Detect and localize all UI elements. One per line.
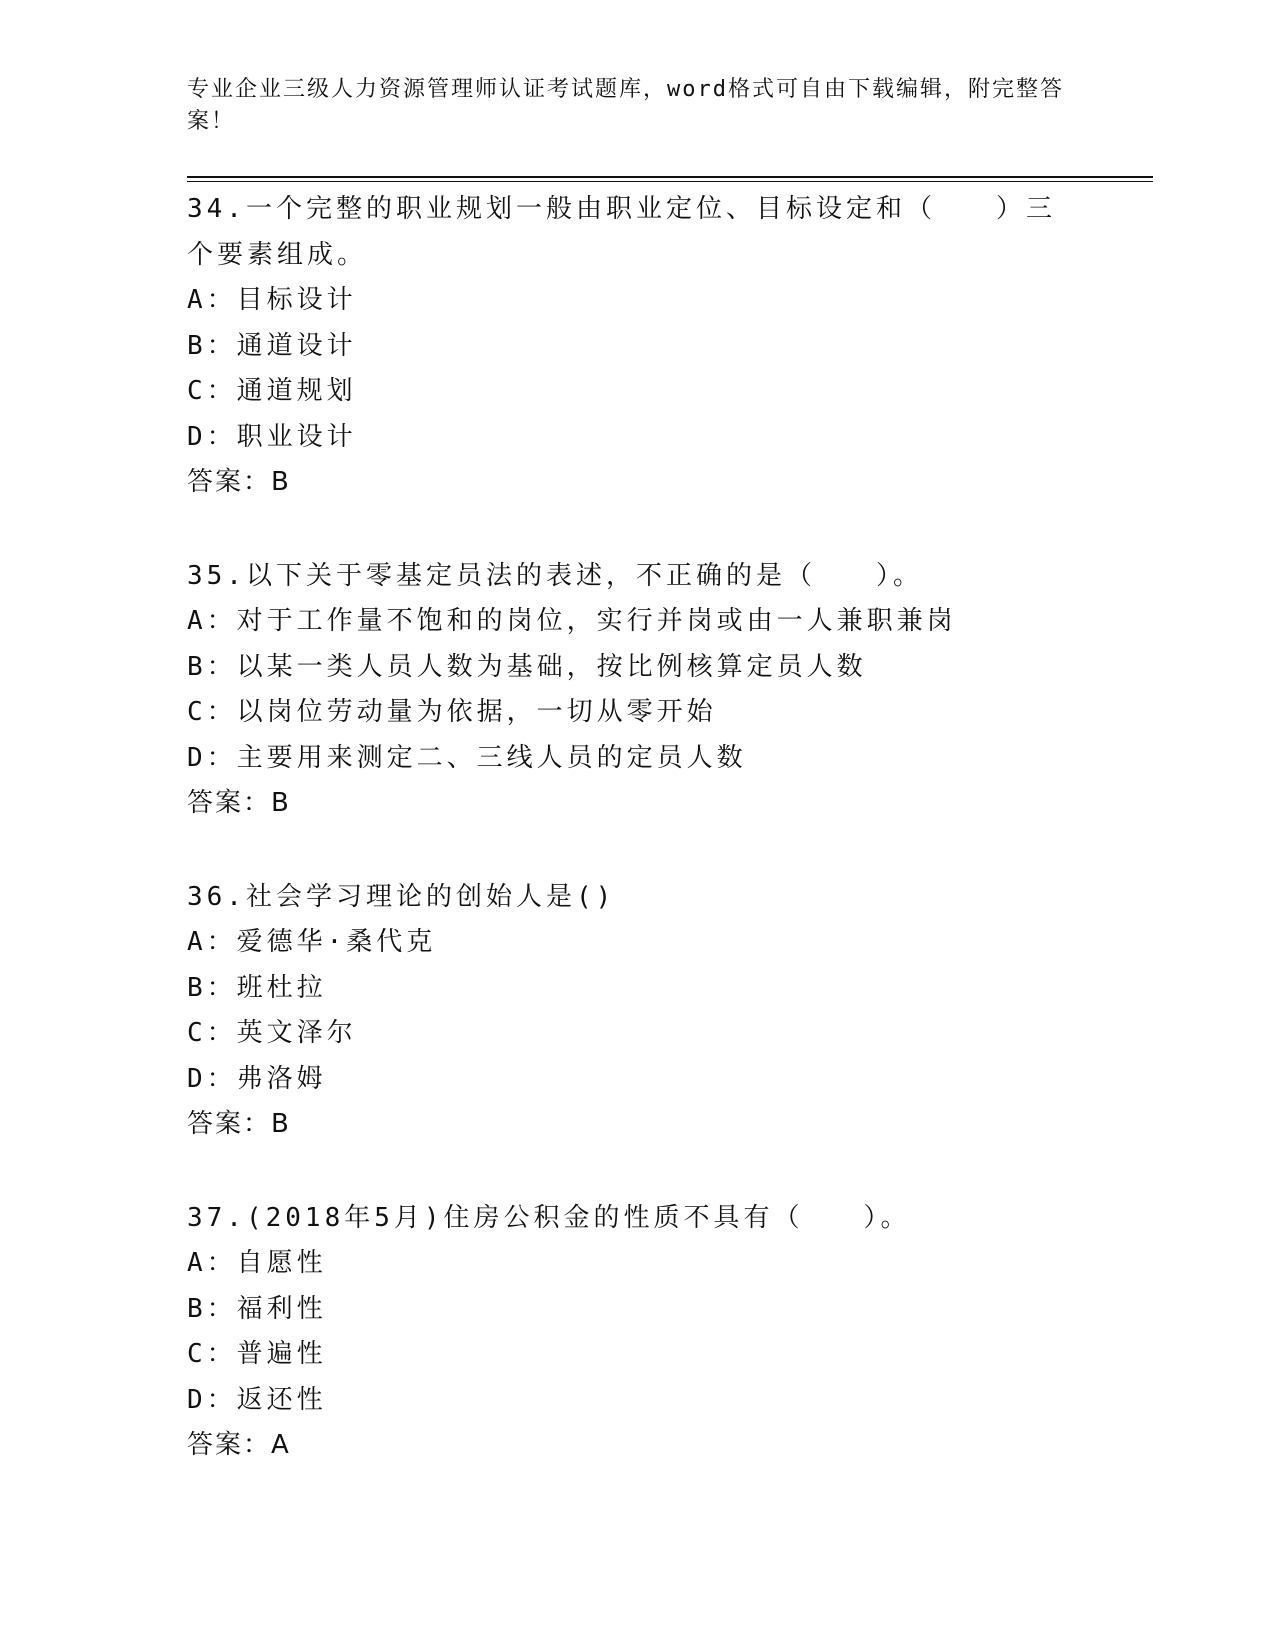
question-34 xyxy=(187,187,1147,506)
document-intro: 专业企业三级人力资源管理师认证考试题库，word格式可自由下载编辑，附完整答案！ xyxy=(187,77,1064,134)
option-d: D：弗洛姆 xyxy=(187,1063,327,1094)
answer-line: 答案：A xyxy=(187,1430,291,1460)
option-a: A：自愿性 xyxy=(187,1248,327,1278)
header-divider-thick xyxy=(187,176,1153,178)
option-a: A：爱德华·桑代克 xyxy=(187,927,437,957)
question-37 xyxy=(187,1196,1147,1469)
question-stem: 37.(2018年5月)住房公积金的性质不具有（ ）。 xyxy=(187,1202,911,1233)
option-b: B：班杜拉 xyxy=(187,972,327,1003)
option-d: D：职业设计 xyxy=(187,421,357,452)
option-a: A：目标设计 xyxy=(187,285,357,315)
answer-line: 答案：B xyxy=(187,1109,291,1139)
option-d: D：返还性 xyxy=(187,1384,327,1415)
question-stem: 34.一个完整的职业规划一般由职业定位、目标设定和（ ）三个要素组成。 xyxy=(187,194,1056,270)
option-b: B：以某一类人员人数为基础，按比例核算定员人数 xyxy=(187,651,867,682)
question-stem: 36.社会学习理论的创始人是() xyxy=(187,881,616,912)
question-36 xyxy=(187,875,1147,1148)
question-35 xyxy=(187,554,1147,827)
option-a: A：对于工作量不饱和的岗位，实行并岗或由一人兼职兼岗 xyxy=(187,606,957,636)
answer-line: 答案：B xyxy=(187,788,291,818)
option-d: D：主要用来测定二、三线人员的定员人数 xyxy=(187,742,747,773)
option-c: C：英文泽尔 xyxy=(187,1018,357,1048)
option-b: B：福利性 xyxy=(187,1293,327,1324)
question-list xyxy=(187,187,1147,1517)
answer-line: 答案：B xyxy=(187,467,291,497)
option-b: B：通道设计 xyxy=(187,330,357,361)
option-c: C：以岗位劳动量为依据，一切从零开始 xyxy=(187,697,717,727)
option-c: C：通道规划 xyxy=(187,376,357,406)
question-stem: 35.以下关于零基定员法的表述，不正确的是（ ）。 xyxy=(187,560,923,591)
option-c: C：普遍性 xyxy=(187,1339,327,1369)
header-divider-thin xyxy=(187,181,1153,182)
